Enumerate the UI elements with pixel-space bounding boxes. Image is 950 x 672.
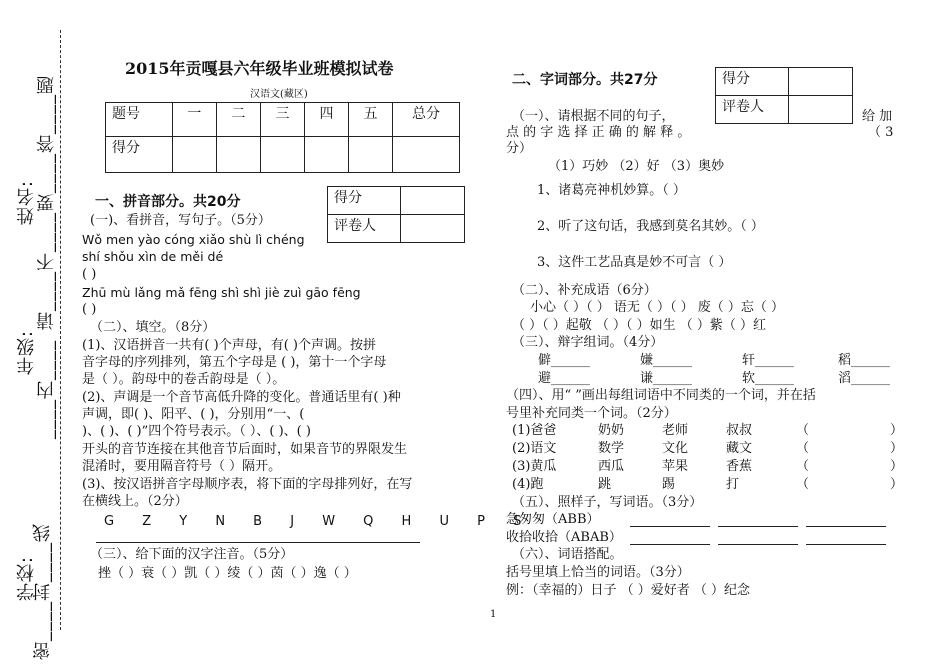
- grader-label: 评卷人: [328, 215, 401, 243]
- part2-q3-item[interactable]: 稻______: [838, 353, 891, 368]
- part2-title: 二、字词部分。共27分: [512, 72, 658, 88]
- part2-q3-title: （三）、辩字组词。（4分）: [512, 335, 664, 350]
- part1-title: 一、拼音部分。共20分: [95, 194, 241, 210]
- inner-text: ____内____: [36, 340, 57, 439]
- part2-q1-sentence[interactable]: 2、听了这句话，我感到莫名其妙。（ ）: [537, 219, 764, 234]
- part1-answer-paren-1[interactable]: ( ): [82, 267, 97, 282]
- answer-underline[interactable]: [630, 544, 710, 545]
- part2-q6-title: （六）、词语搭配。: [512, 547, 623, 562]
- exam-title: 2015年贡嘎县六年级毕业班模拟试卷: [125, 59, 394, 78]
- part1-q2-line: 是（ ）。韵母中的卷舌韵母是（ ）。: [82, 372, 286, 387]
- score-table-cell: 二: [216, 103, 260, 137]
- score-table-cell: 一: [172, 103, 216, 137]
- part1-answer-paren-2[interactable]: ( ): [82, 302, 97, 317]
- page-number: 1: [490, 609, 497, 620]
- answer-underline[interactable]: [630, 526, 710, 527]
- alphabet-letters: G Z Y N B J W Q H U P S: [104, 514, 534, 529]
- part2-q5-line: 急匆匆（ABB）: [506, 512, 600, 527]
- q4-cell[interactable]: (2)语文: [512, 441, 557, 456]
- part1-pinyin-2: shí shǒu xìn de měi dé: [82, 249, 224, 264]
- part2-q1-line: 点 的 字 选 择 正 确 的 解 释 。: [506, 125, 691, 140]
- grader-score-label: 得分: [716, 68, 789, 96]
- part1-q3-line[interactable]: 挫（ ）衰（ ）凯（ ）绫（ ）茵（ ）逸（ ）: [98, 566, 357, 581]
- part2-q3-item[interactable]: 避______: [538, 371, 591, 386]
- part2-q3-item[interactable]: 软______: [742, 371, 795, 386]
- grader-label: 评卷人: [716, 96, 789, 124]
- score-input-cell[interactable]: [304, 137, 348, 173]
- grader-cell[interactable]: [401, 215, 465, 243]
- q4-cell[interactable]: 跳: [598, 477, 612, 492]
- score-input-cell[interactable]: [260, 137, 304, 173]
- answer-underline[interactable]: [718, 544, 798, 545]
- q4-cell[interactable]: 打: [726, 477, 740, 492]
- part2-q6-line[interactable]: 例：（幸福的）日子 （ ）爱好者 （ ）纪念: [506, 583, 751, 598]
- q4-cell[interactable]: (3)黄瓜: [512, 459, 557, 474]
- q4-cell[interactable]: (4)跑: [512, 477, 544, 492]
- part1-q2-line: 开头的音节连接在其他音节后面时，如果音节的界限发生: [82, 442, 408, 457]
- score-table-cell: 题号: [106, 103, 173, 137]
- score-table-cell: 得分: [106, 137, 173, 173]
- part1-q2-line: 声调，即( )、阳平、( )，分别用“一、(: [82, 407, 305, 422]
- score-table-cell: 三: [260, 103, 304, 137]
- grader-box-part2: [715, 67, 853, 124]
- answer-underline[interactable]: [96, 542, 420, 543]
- part2-q4-line: 号里补充同类一个词。（2分）: [506, 406, 677, 421]
- name-label: 姓名:: [16, 180, 37, 226]
- score-input-cell[interactable]: [172, 137, 216, 173]
- part1-q1-title: (一)、看拼音，写句子。（5分）: [90, 213, 271, 228]
- part1-q2-line: (1)、汉语拼音一共有( )个声母，有( )个声调。按拼: [82, 338, 376, 353]
- answer-underline[interactable]: [806, 544, 886, 545]
- q4-cell[interactable]: 老师: [662, 423, 689, 438]
- part1-pinyin-3: Zhū mù lǎng mǎ fēng shì shì jiè zuì gāo fēng: [82, 285, 361, 300]
- q4-cell[interactable]: ）: [890, 441, 904, 456]
- part2-q3-item[interactable]: 谦______: [640, 371, 693, 386]
- part2-q3-item[interactable]: 僻______: [538, 353, 591, 368]
- q4-cell[interactable]: 叔叔: [726, 423, 753, 438]
- part2-q1-line: （一）、请根据不同的句子，: [512, 109, 675, 124]
- score-table-cell: 四: [304, 103, 348, 137]
- part1-q2-title: （二）、填空。（8分）: [90, 320, 216, 335]
- q4-cell[interactable]: 西瓜: [598, 459, 625, 474]
- grader-score-cell[interactable]: [789, 68, 853, 96]
- part2-q1-sentence[interactable]: 1、诸葛亮神机妙算。（ ）: [537, 183, 686, 198]
- part1-q2-line: 混淆时，要用隔音符号（ ）隔开。: [82, 459, 282, 474]
- no-answer-text: 请____不____要____答____题: [36, 75, 57, 330]
- score-table-cell: 五: [349, 103, 393, 137]
- q4-cell[interactable]: 藏文: [726, 441, 753, 456]
- part2-q1-line: 分）: [506, 141, 533, 156]
- answer-underline[interactable]: [718, 526, 798, 527]
- binding-line: [60, 30, 61, 630]
- q4-cell[interactable]: ）: [890, 477, 904, 492]
- part1-q2-line: (2)、声调是一个音节高低升降的变化。普通话里有( )种: [82, 390, 401, 405]
- score-table: [105, 102, 460, 173]
- part2-q1-options: （1）巧妙 （2）好 （3）奥妙: [548, 159, 725, 174]
- score-input-cell[interactable]: [216, 137, 260, 173]
- part2-q3-item[interactable]: 滔______: [838, 371, 891, 386]
- part2-q6-line: 括号里填上恰当的词语。（3分）: [506, 565, 690, 580]
- part1-q3-title: （三）、给下面的汉字注音。（5分）: [90, 547, 294, 562]
- q4-cell[interactable]: (1)爸爸: [512, 423, 557, 438]
- part2-q5-line: 收拾收拾（ABAB）: [506, 530, 622, 545]
- part1-q2-line: 音字母的序列排列，第五个字母是 ( )，第十一个字母: [82, 355, 387, 370]
- part2-q2-line[interactable]: 小心（ ）（ ） 语无（ ）（ ） 废（ ）忘（ ）: [530, 300, 785, 315]
- q4-cell[interactable]: （: [796, 459, 810, 474]
- q4-cell[interactable]: 踢: [662, 477, 676, 492]
- class-label: 年级:: [16, 330, 37, 376]
- part2-q5-title: （五）、照样子，写词语。（3分）: [512, 495, 703, 510]
- school-label: 学校:: [16, 556, 37, 602]
- part2-q3-item[interactable]: 嫌______: [640, 353, 693, 368]
- score-input-cell[interactable]: [349, 137, 393, 173]
- part2-q2-title: （二）、补充成语（6分）: [512, 283, 657, 298]
- exam-subtitle: 汉语文(藏区): [250, 89, 308, 100]
- part1-q2-line: (3)、按汉语拼音字母顺序表，将下面的字母排列好，在写: [82, 477, 413, 492]
- q4-cell[interactable]: 文化: [662, 441, 689, 456]
- q4-cell[interactable]: （: [796, 477, 810, 492]
- score-table-cell: 总分: [393, 103, 460, 137]
- grader-cell[interactable]: [789, 96, 853, 124]
- q4-cell[interactable]: （: [796, 423, 810, 438]
- part2-q1-line: 给 加: [862, 109, 893, 124]
- q4-cell[interactable]: 香蕉: [726, 459, 753, 474]
- part2-q3-item[interactable]: 轩______: [742, 353, 795, 368]
- seal-line-text: 密____封____线: [32, 523, 53, 660]
- part2-q4-line: （四）、用“ ”画出每组词语中不同类的一个词，并在括: [506, 388, 816, 403]
- q4-cell[interactable]: （: [796, 441, 810, 456]
- grader-box-part1: [327, 186, 465, 243]
- answer-underline[interactable]: [806, 526, 886, 527]
- q4-cell[interactable]: 苹果: [662, 459, 689, 474]
- part1-pinyin-1: Wǒ men yào cóng xiǎo shù lì chéng: [82, 232, 305, 247]
- q4-cell[interactable]: ）: [890, 459, 904, 474]
- q4-cell[interactable]: ）: [890, 423, 904, 438]
- grader-score-label: 得分: [328, 187, 401, 215]
- grader-score-cell[interactable]: [401, 187, 465, 215]
- part1-q2-line: )、( )、( )”四个符号表示。（ ）、( )、( ): [82, 424, 311, 439]
- q4-cell[interactable]: 数学: [598, 441, 625, 456]
- part2-q1-line: （ 3: [868, 125, 894, 140]
- q4-cell[interactable]: 奶奶: [598, 423, 625, 438]
- score-input-cell[interactable]: [393, 137, 460, 173]
- part2-q1-sentence[interactable]: 3、这件工艺品真是妙不可言（ ）: [537, 255, 732, 270]
- part2-q2-line[interactable]: （ ）（ ）起敬 （ ）（ ）如生 （ ）紫（ ）红: [512, 318, 767, 333]
- part1-q2-line: 在横线上。（2分）: [82, 494, 188, 509]
